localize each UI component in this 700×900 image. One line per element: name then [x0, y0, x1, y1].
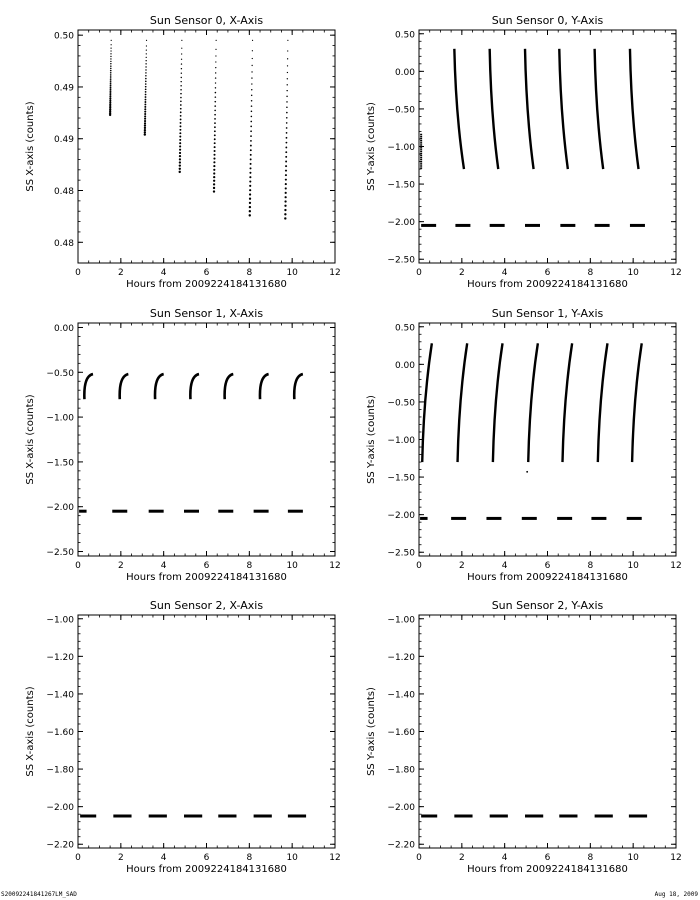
y-tick-label: 0.00: [394, 67, 415, 78]
x-tick-label: 8: [246, 561, 253, 571]
y-tick-label: 0.50: [394, 323, 415, 334]
x-tick-label: 10: [286, 561, 298, 571]
x-axis-label: Hours from 2009224184131680: [467, 279, 628, 290]
y-tick-label: −1.80: [46, 765, 74, 776]
y-tick-label: −2.50: [46, 548, 74, 559]
y-tick-label: 0.49: [53, 83, 74, 94]
x-axis-label: Hours from 2009224184131680: [126, 864, 287, 875]
x-axis-label: Hours from 2009224184131680: [467, 572, 628, 583]
footer-filename: S20092241841267LM_SAD: [1, 891, 77, 898]
data-mark-curve: [528, 343, 538, 462]
y-tick-label: −1.40: [387, 690, 415, 701]
data-mark-curve: [632, 343, 642, 462]
y-tick-label: −1.60: [46, 728, 74, 738]
x-tick-label: 12: [329, 561, 341, 571]
y-tick-label: −1.50: [387, 473, 415, 484]
y-tick-label: −2.50: [387, 255, 415, 266]
y-tick-label: 0.48: [53, 187, 74, 198]
chart-panel-4: [25, 599, 341, 875]
data-mark-curve: [598, 343, 608, 462]
data-mark-curve: [525, 49, 534, 169]
data-mark-curve: [562, 343, 572, 462]
plot-frame: [78, 30, 335, 263]
x-tick-label: 4: [160, 268, 167, 278]
chart-title: Sun Sensor 0, Y-Axis: [491, 14, 604, 27]
y-tick-label: −1.20: [46, 652, 74, 663]
chart-panel-5: [366, 599, 682, 875]
data-mark-vstrip: [249, 40, 254, 217]
x-tick-label: 0: [416, 268, 422, 278]
x-tick-label: 2: [117, 268, 124, 278]
chart-title: Sun Sensor 0, X-Axis: [149, 14, 264, 27]
chart-panel-1: [366, 14, 682, 290]
y-tick-label: −2.20: [46, 840, 74, 851]
y-axis-label: SS X-axis (counts): [25, 686, 36, 777]
plot-frame: [78, 615, 335, 848]
x-tick-label: 6: [203, 268, 210, 278]
x-tick-label: 2: [458, 561, 465, 571]
x-tick-label: 2: [458, 853, 465, 863]
data-mark-vstrip: [179, 40, 183, 173]
data-mark-curve: [490, 49, 499, 169]
chart-title: Sun Sensor 2, Y-Axis: [491, 599, 604, 612]
data-mark-point: [526, 471, 528, 473]
y-axis-label: SS Y-axis (counts): [366, 395, 377, 484]
chart-panel-3: [366, 307, 682, 583]
x-tick-label: 0: [75, 561, 81, 571]
x-axis-label: Hours from 2009224184131680: [126, 279, 287, 290]
x-tick-label: 10: [627, 561, 639, 571]
data-mark-curve: [454, 49, 464, 169]
y-tick-label: 0.00: [53, 323, 74, 334]
plot-frame: [419, 30, 676, 263]
x-tick-label: 6: [203, 853, 210, 863]
chart-title: Sun Sensor 2, X-Axis: [149, 599, 264, 612]
x-tick-label: 8: [587, 561, 594, 571]
y-tick-label: −0.50: [387, 105, 415, 116]
y-tick-label: −1.60: [387, 728, 415, 738]
x-tick-label: 12: [670, 268, 682, 278]
x-tick-label: 12: [329, 268, 341, 278]
x-tick-label: 2: [117, 853, 124, 863]
y-tick-label: −2.20: [387, 840, 415, 851]
x-tick-label: 6: [203, 561, 210, 571]
x-tick-label: 8: [246, 853, 253, 863]
x-tick-label: 8: [246, 268, 253, 278]
y-tick-label: 0.50: [53, 31, 74, 42]
x-tick-label: 4: [160, 561, 167, 571]
x-tick-label: 0: [75, 853, 81, 863]
x-tick-label: 10: [627, 853, 639, 863]
x-tick-label: 6: [544, 561, 551, 571]
y-axis-label: SS Y-axis (counts): [366, 687, 377, 776]
x-tick-label: 4: [160, 853, 167, 863]
data-mark-curve: [458, 343, 468, 462]
y-tick-label: 0.00: [394, 360, 415, 371]
x-tick-label: 8: [587, 268, 594, 278]
x-tick-label: 0: [416, 561, 422, 571]
x-tick-label: 2: [117, 561, 124, 571]
y-tick-label: 0.49: [53, 135, 74, 146]
data-mark-vstrip: [284, 40, 288, 220]
y-tick-label: −1.20: [387, 652, 415, 663]
y-tick-label: −2.50: [387, 548, 415, 559]
x-tick-label: 10: [627, 268, 639, 278]
y-tick-label: −1.50: [387, 180, 415, 191]
chart-title: Sun Sensor 1, Y-Axis: [491, 307, 604, 320]
x-tick-label: 4: [501, 268, 508, 278]
x-tick-label: 10: [286, 853, 298, 863]
y-tick-label: −1.40: [46, 690, 74, 701]
y-tick-label: −1.00: [387, 436, 415, 446]
data-mark-vstrip: [109, 40, 112, 116]
y-axis-label: SS X-axis (counts): [25, 101, 36, 192]
y-axis-label: SS Y-axis (counts): [366, 102, 377, 191]
x-tick-label: 8: [587, 853, 594, 863]
chart-panel-0: [25, 14, 341, 290]
x-tick-label: 6: [544, 853, 551, 863]
x-tick-label: 6: [544, 268, 551, 278]
y-tick-label: −0.50: [387, 398, 415, 409]
plot-frame: [78, 323, 335, 556]
x-tick-label: 4: [501, 561, 508, 571]
y-tick-label: 0.50: [394, 30, 415, 41]
y-tick-label: 0.48: [53, 238, 74, 249]
y-tick-label: −1.00: [387, 615, 415, 626]
y-tick-label: −2.00: [387, 803, 415, 814]
data-mark-curve: [595, 49, 604, 169]
x-tick-label: 4: [501, 853, 508, 863]
x-tick-label: 0: [416, 853, 422, 863]
y-tick-label: −2.00: [46, 503, 74, 514]
plot-frame: [419, 615, 676, 848]
y-tick-label: −2.00: [46, 803, 74, 814]
y-tick-label: −0.50: [46, 368, 74, 379]
data-mark-curve: [559, 49, 568, 169]
data-mark-hook: [225, 374, 234, 399]
x-tick-label: 12: [670, 561, 682, 571]
data-mark-curve: [630, 49, 639, 169]
data-mark-hook: [190, 374, 199, 399]
x-tick-label: 2: [458, 268, 465, 278]
x-tick-label: 12: [329, 853, 341, 863]
y-tick-label: −1.80: [387, 765, 415, 776]
data-mark-hook: [84, 374, 93, 399]
data-mark-hook: [294, 374, 303, 399]
y-axis-label: SS X-axis (counts): [25, 394, 36, 485]
y-tick-label: −2.00: [387, 511, 415, 522]
x-axis-label: Hours from 2009224184131680: [126, 572, 287, 583]
y-tick-label: −2.00: [387, 218, 415, 229]
x-axis-label: Hours from 2009224184131680: [467, 864, 628, 875]
data-mark-hook: [155, 374, 164, 399]
y-tick-label: −1.00: [46, 615, 74, 626]
chart-title: Sun Sensor 1, X-Axis: [149, 307, 264, 320]
footer-date: Aug 18, 2009: [654, 891, 698, 898]
data-mark-vstrip: [144, 40, 148, 136]
x-tick-label: 10: [286, 268, 298, 278]
data-mark-curve: [493, 343, 503, 462]
data-mark-vstrip: [213, 40, 217, 193]
data-mark-curve: [422, 343, 432, 462]
y-tick-label: −1.00: [46, 413, 74, 424]
chart-panel-2: [25, 307, 341, 583]
x-tick-label: 0: [75, 268, 81, 278]
data-mark-hook: [260, 374, 269, 399]
y-tick-label: −1.50: [46, 458, 74, 469]
data-mark-hook: [120, 374, 129, 399]
x-tick-label: 12: [670, 853, 682, 863]
y-tick-label: −1.00: [387, 143, 415, 153]
